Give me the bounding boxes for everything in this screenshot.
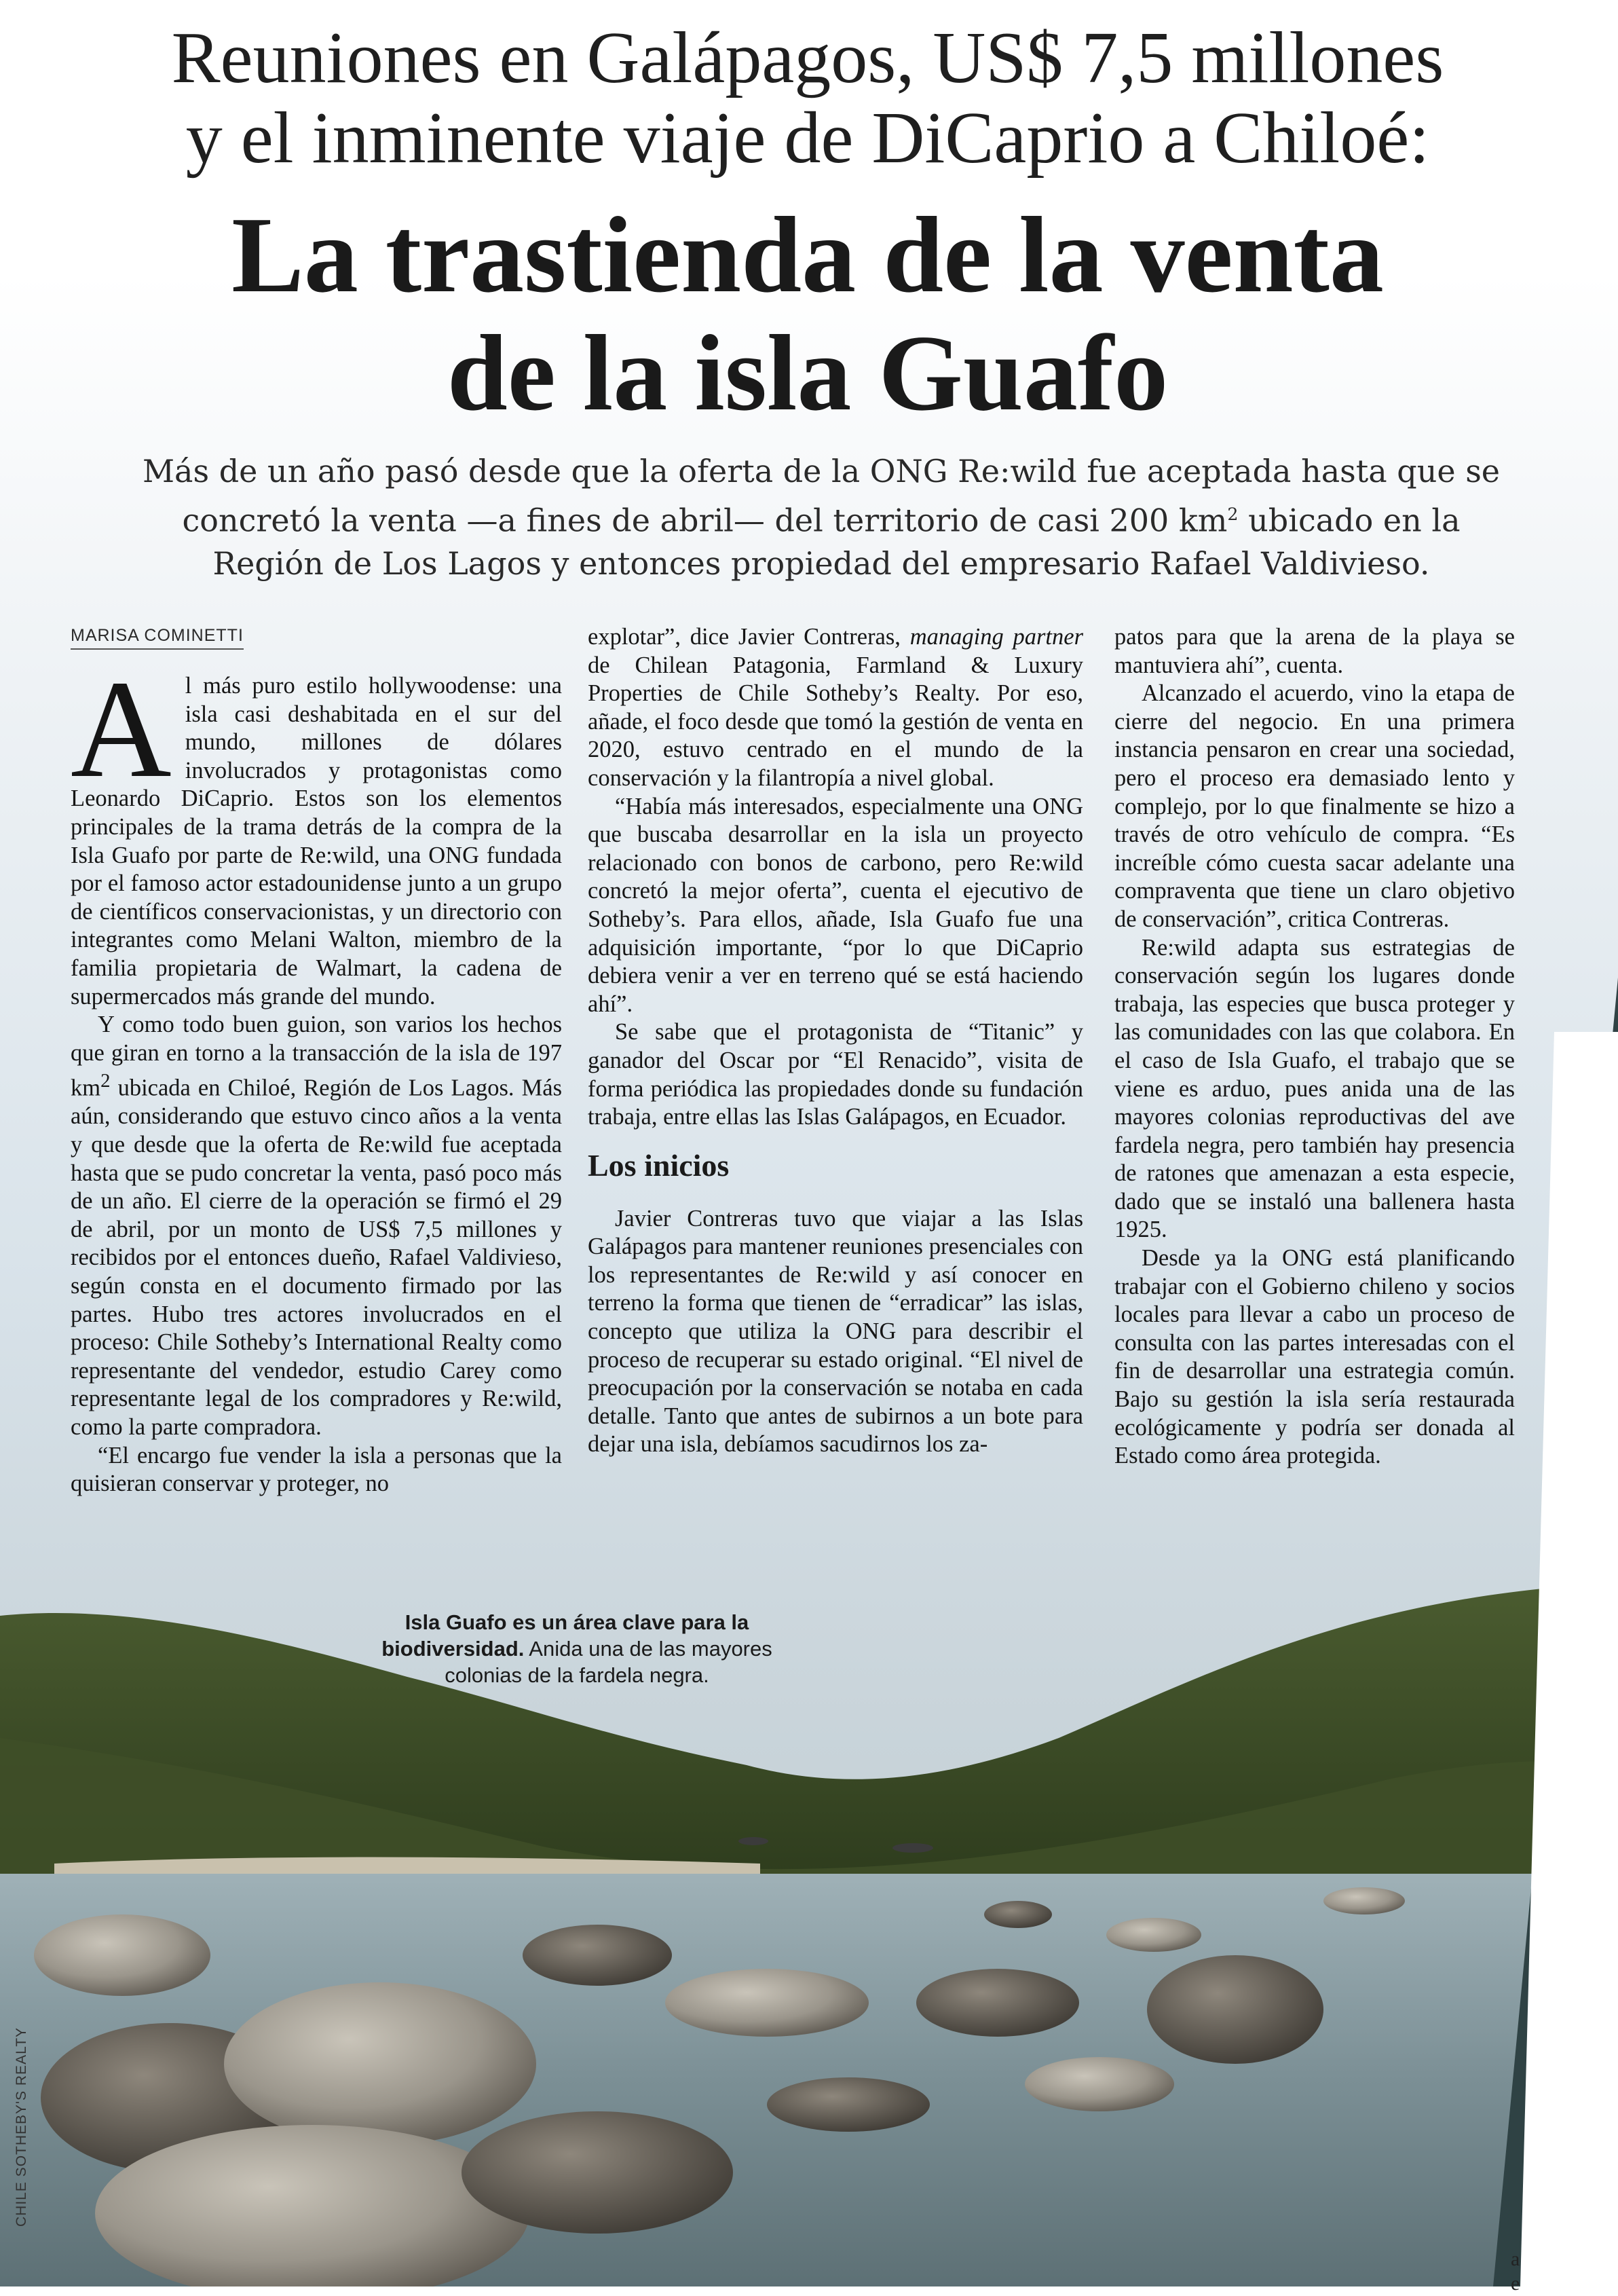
paragraph: Alcanzado el acuerdo, vino la etapa de cierre del negocio. En una primera instancia pensaron en crear una sociedad, pero el proceso era demasiado lento y complejo, por lo que finalmente se hizo a través de otro vehículo de compra. “Es increíble cómo cuesta sacar adelante una compraventa que tiene un claro objetivo de conservación”, critica Contreras. [1114, 680, 1515, 932]
rock [34, 1914, 210, 1996]
drop-cap: A [71, 651, 172, 807]
rock [1147, 1955, 1323, 2064]
deck-line-3: Región de Los Lagos y entonces propiedad del empresario Rafael Valdivieso. [212, 545, 1430, 582]
rock [462, 2111, 733, 2234]
paragraph: Re:wild adapta sus estrategias de conservación según los lugares donde trabaja, las especies que busca proteger y las comunidades con las que colabora. En el caso de Isla Guafo, el trabajo que se viene es arduo, pues anida una de las mayores colonias reproductivas del ave fardela negra, pero también hay presencia de ratones que amenazan a esta especie, dado que se instaló una ballenera hasta 1925. [1114, 934, 1515, 1243]
deck-line-1: Más de un año pasó desde que la oferta de la ONG Re:wild fue aceptada hasta que se [142, 453, 1501, 489]
article-column-1 [71, 651, 562, 1498]
photo-credit: CHILE SOTHEBY'S REALTY [14, 2026, 29, 2227]
rock [523, 1925, 672, 1986]
paragraph: Se sabe que el protagonista de “Titanic” y ganador del Oscar por “El Renacido”, visita de forma periódica las propiedades donde su fundación trabaja, entre ellas las Islas Galápagos, en Ecuador. [588, 1019, 1083, 1130]
paragraph: “Había más interesados, especialmente una ONG que buscaba desarrollar en la isla un proyecto relacionado con bonos de carbono, pero Re:wild concretó la mejor oferta”, cuenta el ejecutivo de Sotheby’s. Para ellos, añade, Isla Guafo fue una adquisición importante, “por lo que DiCaprio debiera venir a ver en terreno qué se está haciendo ahí”. [588, 793, 1083, 1017]
rock [916, 1969, 1079, 2037]
rock [767, 2077, 930, 2132]
deck [61, 449, 1581, 585]
rock [1323, 1887, 1405, 1914]
paragraph: “El encargo fue vender la isla a personas que la quisieran conservar y proteger, no [71, 1442, 562, 1497]
next-page-fragment: a e [1511, 2248, 1520, 2295]
subhead: Los inicios [588, 1147, 730, 1183]
paragraph: Al más puro estilo hollywoodense: una isla casi deshabitada en el sur del mundo, millones de dólares involucrados y protagonistas como Leonardo DiCaprio. Estos son los elementos principales de la trama detrás de la compra de la Isla Guafo por parte de Re:wild, una ONG fundada por el famoso actor estadounidense junto a un grupo de científicos conservacionistas, y un directorio con integrantes como Melani Walton, miembro de la familia propietaria de Walmart, la cadena de supermercados más grande del mundo. [71, 651, 562, 1010]
rock [665, 1969, 869, 2037]
paragraph: patos para que la arena de la playa se mantuviera ahí”, cuenta. [1114, 624, 1515, 678]
article-column-2 [588, 623, 1083, 1459]
article-column-3 [1114, 623, 1515, 1470]
boat [738, 1837, 768, 1845]
kicker-line-1: Reuniones en Galápagos, US$ 7,5 millones [171, 18, 1444, 98]
boat [892, 1843, 933, 1853]
rock [1106, 1918, 1201, 1952]
headline-line-1: La trastienda de la venta [231, 194, 1384, 315]
paragraph: Y como todo buen guion, son varios los hechos que giran en torno a la transacción de la isla de 197 $km^2$ ubicada en Chiloé, Región de Los Lagos. Más aún, considerando que estuvo cinco años a la venta y que desde que la oferta de Re:wild fue aceptada hasta que se pudo concretar la venta, pasó poco más de un año. El cierre de la operación se firmó el 29 de abril, por un monto de US$ 7,5 millones y recibidos por el entonces dueño, Rafael Valdivieso, según consta en el documento firmado por las partes. Hubo tres actores involucrados en el proceso: Chile Sotheby’s International Realty como representante del vendedor, estudio Carey como representante legal de los compradores y Re:wild, como la parte compradora. [71, 1012, 562, 1440]
paragraph: Javier Contreras tuvo que viajar a las Islas Galápagos para mantener reuniones presenciales con los representantes de Re:wild y así conocer en terreno la forma que tienen de “erradicar” las islas, concepto que utiliza la ONG para describir el proceso de recuperar su estado original. “El nivel de preocupación por la conservación se notaba en cada detalle. Tanto que antes de subirnos a un bote para dejar una isla, debíamos sacudirnos los za- [588, 1205, 1083, 1458]
headline-line-2: de la isla Guafo [447, 312, 1169, 433]
paragraph: explotar”, dice Javier Contreras, managing partner de Chilean Patagonia, Farmland & Luxury Properties de Chile Sotheby’s Realty. Por eso, añade, el foco desde que tomó la gestión de venta en 2020, estuvo centrado en el mundo de la conservación y la filantropía a nivel global. [588, 624, 1084, 791]
photo-caption: Isla Guafo es un área clave para la biodiversidad. Anida una de las mayores colonias de la fardela negra. [381, 1610, 772, 1687]
rock [1025, 2057, 1174, 2111]
deck-line-2: concretó la venta —a fines de abril— del territorio de casi 200 $km^2$ ubicado en la [182, 502, 1461, 539]
byline: MARISA COMINETTI [71, 626, 244, 650]
rock [984, 1901, 1052, 1928]
paragraph: Desde ya la ONG está planificando trabajar con el Gobierno chileno y socios locales para llevar a cabo un proceso de consulta con las partes interesadas con el fin de desarrollar una estrategia común. Bajo su gestión la isla sería restaurada ecológicamente y podría ser donada al Estado como área protegida. [1114, 1245, 1515, 1469]
kicker-line-2: y el inminente viaje de DiCaprio a Chiloé: [185, 98, 1430, 179]
rock [224, 1982, 536, 2145]
